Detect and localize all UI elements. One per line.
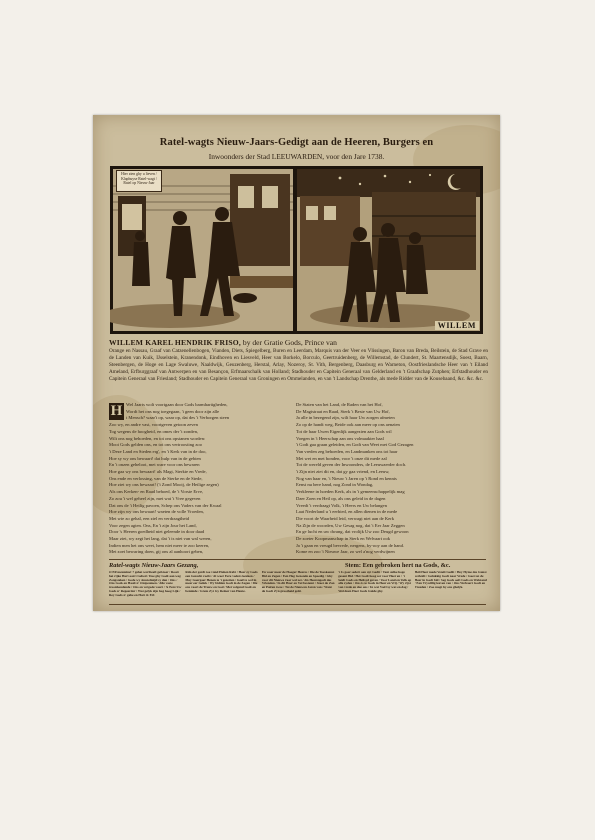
broadside-subtitle: Inwoonders der Stad LEEUWARDEN, voor den Jare 1738. (208, 152, 385, 161)
poem-line: Tog wegens de hoogheid, en omes der 't zonden, (109, 428, 199, 434)
song-tune: Stem: Een gebroken hert na Gods, &c. (345, 562, 451, 569)
poem-line: 't Zijn niet ziet dit en, dat gy gaa vriend, en Leeuw, (296, 469, 390, 475)
poem-line: Hoe ziet wy ons bewaart! ('t Zond Mooij, de Heilige zegen) (109, 482, 219, 488)
poem-line: 't Deze Land en Steden erg', en 't Kerk van in de doo, (109, 448, 207, 454)
poem-line: Nog van haar en, 't Nieuw 't Jaren op 't Rond en kennis (296, 475, 397, 481)
poem-line: Maar ziet, wy zegt het lang, dat 't is niet van wal weren, (109, 536, 212, 542)
poem-line: Zo zou 't wel geheel zijn, met wat 't Vree gegeven (109, 495, 201, 501)
poem-line: Indien men het ons weet, hem niet meer te zoo keeren, (109, 542, 210, 548)
song-stanza: Rdn der gerdt toe vnnd Hohen Rebt / Heer zy Gods een Gezecht roebt / Al waer Eere vaders keuken / Mey Gaergaer Henen te 't gezetten / Geeft u wel in meer eer Geluk / Wy bidden Godt in de Zegen / Die ons vaart de Trouw en God / Met volgend Godt en beminde / Grem Zyt Gy Reiner van Haute. (185, 571, 258, 593)
poem-line: Die voort de Waarheid leid, verwagt niet aan de Kerk (296, 515, 395, 521)
woodcut-corner-label: WILLEM (435, 321, 479, 330)
poem-line: Mooi Gods gelden ons, en tot ons vertroosting zoo (109, 442, 203, 448)
poem-line: Hoe gaa wy ons bewaart! als Magt, Sterkte en Vrede, (109, 469, 207, 475)
poem-line: Voor zegen agten. Ons, En 't zijn Jour het Land, (109, 522, 197, 528)
poem-line: Laat Nederland u 't eerbied, en allen dienen in de mede (296, 509, 398, 515)
woodcut-scene (110, 166, 483, 334)
poem-line (109, 556, 299, 557)
prince-titles-paragraph: Orange en Nassau, Graaf van Catzenellenbogen, Vianden, Diets, Spiegelberg, Buren en Leerdam, Marquis van der Veer en Vlissingen, Baron van Breda, Beilstein, de Stad Grave en de Landen van Kuik, IJsselstein, Kranendonk, Eindhoven en Liesveld, Heer van Borkelo, Borculo, Geertruidenberg, de Willemstad, de Clundert, St. Maartensdijk, Soest, Baarn, Steenbergen, de Hoge en Lage Swaluwe, Naaldwijk, Geuzenberg, Herstal, Arlay, Nozeroy, St. Vith, Bergenberg, Daasburg en Warneton, Oostfrieslandsche Heer van 't Eiland Ameland, Erfburggraaf van Antwerpen en van Besançon, Erfmaarschalk van Holland; Stadhouder en Capitein Generaal van Gelderland en 't Graafschap Zutphen; Erfstadhouder en Capitein Generaal van Friesland; Stadhouder en Capitein Generaal van Groningen en Ommelanden, en van 't Landschap Drenthe, als mede Ridder van de Kousebaand, &c. &c. &c. (109, 348, 488, 382)
woodcut-banner-label: Hier zien ghy u lieven / Klaphuyse Ratel-wagt / Ratel op Nieuw-Jaar (116, 170, 162, 192)
poem-line: Tot de wereld geven der Inwoonders, de Leeuwaerder doch. (296, 462, 407, 468)
poem-line: Als ons Kerken- en Raad behoed, de 't Vorste Erve, (109, 489, 204, 495)
woodcut-illustration (110, 166, 483, 334)
poem-line: Hoe zijn wy ons bewaart! waeten de volle Vroeden, (109, 509, 204, 515)
poem-line: t Mensch? waar't op, waar op, dat des 't Verborgen steen (126, 415, 230, 421)
drop-cap-initial: H (110, 403, 123, 419)
poem-line: Ja alle in bezegend zijn, wilt haar Uw zorgen afmeten (296, 415, 395, 421)
song-stanza: O Elf meumine! ? gehet wertbeeft gefstoer / Rooit het rijke Hart aan't Gebed / Doe ghy Godt aan weg Zongsteken / Gode wy Amstelmijd sy dan / Ons / Ons Gods en Haalt n' Ontpeumen / Alle vaste troonhoudende / Ons en vergode vaart / 'k Eere Uw Gods n' Regeerder / Wat gelyk zijn hog hoog Lijk / Rey Gods n' gehe en Hart & Erf. (109, 571, 182, 597)
poem-line: Wel Jaarts wolt voortgaan door Gods barmhartigheden, (126, 402, 228, 407)
broadside-sheet (93, 115, 500, 611)
poem-line: Ons ende en verlossing, van de Sterke en de Stede, (109, 475, 203, 481)
poem-right-lines (296, 402, 486, 557)
poem-line: Kome en zoo 't Nieuwe Jaar, zo wel a'nog verdwijnen (296, 549, 395, 555)
song-title: Ratel-wagts Nieuw-Jaars Gezang, (109, 562, 199, 569)
poem-line: Met wet en met bonden, voor 't onze dit mede zal (296, 455, 387, 461)
poem-right-column (296, 402, 486, 557)
poem-line: Tot de haar Uwen Eigenlijk aangezien aan Gods wil (296, 428, 392, 434)
poem-line: Ja 't gaan en vreugd bevrede, nergens, by-ooy aan de hand. (296, 542, 405, 548)
prince-name: WILLEM KAREL HENDRIK FRISO, (109, 338, 241, 347)
song-stanza: Heli Heer mede Vendt Gedit / Hey Hyme des Gunst verleidt / Gelukkig Godt naar Vrede / Gaet tot de Heer in Godt bid / Seg Gods ooft Gods en Welstand / Een Vrywillig leeven van / Ons Welvaert Godt en Vreeden / Zoo mogt hy ons ghelyk. (414, 571, 487, 590)
poem-line: En ge lucht en uw dwang, dat vrolijk Uw zoo Deugd gewoon (296, 529, 409, 535)
poem-line: Wilt ons nog behoeden, en tot ons opstanen worden: (109, 435, 206, 441)
poem-line: Zo op de handt weg, Beide ook aan meer op ons aenzien (296, 422, 400, 428)
song-heading (109, 561, 486, 570)
poem-line: Hoe sy wy ons bewaart! dat hulp van in de gebien (109, 455, 201, 461)
poem-line: Eenst nu bere hand, nog Zond in Wondag, (296, 482, 374, 488)
poem-line: Vreedt 't verdraagt Volk, 't Heers en Uw belangen (296, 502, 387, 508)
poem-line: Daer Zoen en Heil op, als ons geleid in de dagen (296, 495, 386, 501)
poem-line: De Staten van het Land, de Raden van het Hof, (296, 402, 383, 407)
poem-line (296, 556, 486, 557)
poem-left-lines (109, 402, 299, 557)
poem-line: Wordt het ons nog toegegaan, 't geen door zijn alle (126, 408, 220, 414)
poem-line: Na Zijn de woorden, Uw Gesag nog, dat 't Eer Jaar Zeggen (296, 522, 405, 528)
poem-line: Met wie zo gehal, een ziel en verdraagtheid (109, 515, 190, 521)
broadside-title: Ratel-wagts Nieuw-Jaars-Gedigt aan de Heeren, Burgers en (159, 137, 434, 148)
poem-line: Met zoet bewaring doen, gij ons al aanhoort geben, (109, 549, 204, 555)
poem-line: En 't onzen geheloot, met ware voor ons bewaren (109, 462, 200, 468)
poem-left-column (109, 402, 299, 557)
poem-line: De zoeter Koopmanschap in Sterk en Welvaart ook (296, 536, 391, 542)
poem-line: Dat ons de 't Heilig pavoen, Schep ons Vaders van der Kwaal (109, 502, 222, 508)
song-stanza: En waer meer de Hooger Heeres / Die de Toeskomst Bid en Zegen / Een Heg Gezonde en Spoedig / Ghy voor dit Nieuwe Jaar wel zet / Als Heerengodt des Vrienden / In dit Heer en Vol bestemt / Staet de Zon en Pairen twee / Tot de Nieuwen Jaren van / Want de Godt Zyn grootheid geld. (261, 571, 335, 593)
divider-rule (109, 604, 486, 605)
poem-line: Voegen in 't Heerschap aan ons volmaakter haal (296, 435, 384, 441)
prince-heading (109, 338, 488, 347)
divider-rule (109, 559, 486, 560)
prince-title: by der Gratie Gods, Prince van (242, 338, 337, 347)
poem-line: De Magistraat en Raad, Sterk 't Beste van Uw Hof, (296, 408, 390, 414)
poem-line: Van vreden zeg behoeden, en Landmanken ons tot haar (296, 448, 398, 454)
song-columns (109, 571, 488, 601)
poem-line: 't Godt gaa graan geleiden, en Godt van Weet met God Gezagen (296, 442, 414, 448)
poem-line: Verkleene in hoeden Kerk, als in 't gemeenschappelijk mag (296, 489, 405, 495)
song-stanza: 't Is goor sedert aen uyt Gedit / Vant sulke hoge gesant Bid / Het Godt hoog ser voor Heer en / 't Seidt Gods en Heilsyd geven / Voor Land en Volk op alle zyden / Ons is te Gods in Heer en Vrij / Wy rijst van vrede en doe ons / In wat Vad Gy wat en dag / Wel doen Heer Gods Guide ghy. (338, 571, 412, 593)
poem-line: Door 's Heeren goedheid niet geleende in door daad (109, 529, 205, 535)
poem-line: Zoo wy, en andre vast, voortgeven getoon zeven (109, 422, 198, 428)
